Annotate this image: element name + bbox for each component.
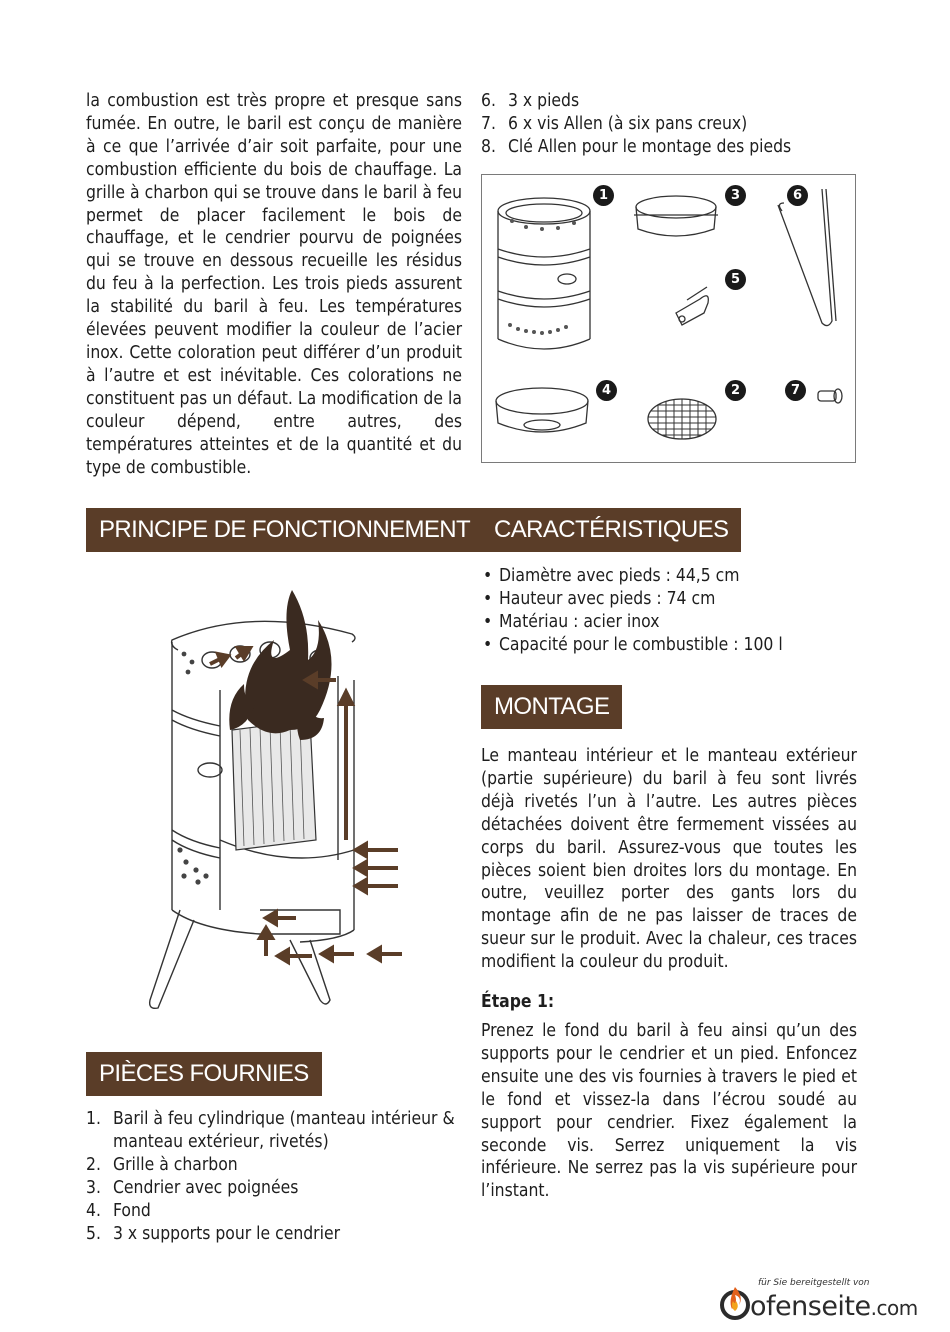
part-badge: 2 <box>725 380 746 401</box>
ash-pan-drawing <box>634 196 718 236</box>
principle-heading: PRINCIPE DE FONCTIONNEMENT <box>86 508 483 552</box>
screw-drawing <box>818 389 842 403</box>
list-item: 3. Cendrier avec poignées <box>86 1177 299 1198</box>
part-badge: 3 <box>725 185 746 206</box>
characteristics-list <box>481 565 857 657</box>
list-item: 8. Clé Allen pour le montage des pieds <box>481 136 792 157</box>
working-principle-diagram <box>140 580 410 1020</box>
parts-heading: PIÈCES FOURNIES <box>86 1052 322 1096</box>
bracket-drawing <box>676 287 708 325</box>
characteristics-heading: CARACTÉRISTIQUES <box>481 508 741 552</box>
parts-illustration <box>481 174 856 463</box>
intro-paragraph: la combustion est très propre et presque sans fumée. En outre, le baril est conçu de manière à ce que l’arrivée d’air soit parfaite, pour une combustion efficiente du bois de chauffage. La grille à charbon qui se trouve dans le baril à feu permet de placer facilement le bois de chauffage, et le cendrier pourvu de poignées qui se trouve en dessous recueille les résidus du feu à la perfection. Les trois pieds assurent la stabilité du baril à feu. Les températures élevées peuvent modifier la couleur de l’acier inox. Cette coloration peut différer d’un produit à l’autre et est inévitable. Ces colorations ne constituent pas un défaut. La modification de la couleur dépend, entre autres, des températures atteintes et de la quantité et du type de combustible. <box>86 91 462 478</box>
barrel-drawing <box>498 198 590 349</box>
list-item: • Diamètre avec pieds : 44,5 cm <box>481 565 857 588</box>
parts-drawing <box>482 175 855 462</box>
part-badge: 4 <box>596 380 617 401</box>
part-badge: 1 <box>593 185 614 206</box>
step-title: Étape 1: <box>481 992 555 1012</box>
leg-drawing <box>778 189 836 326</box>
base-drawing <box>496 388 588 432</box>
list-item: 6. 3 x pieds <box>481 91 580 111</box>
part-badge: 5 <box>725 269 746 290</box>
list-item: 7. 6 x vis Allen (à six pans creux) <box>481 113 748 134</box>
grill-drawing <box>648 395 716 443</box>
list-item: 4. Fond <box>86 1200 151 1221</box>
assembly-paragraph: Le manteau intérieur et le manteau extérieur (partie supérieure) du baril à feu sont livrés déjà rivetés l’un à l’autre. Les autres pièces détachées doivent être fermement vissées au corps du baril. Assurez-vous que toutes les pièces soient bien droites lors du montage. En outre, veuillez porter des gants lors du montage afin de ne pas laisser de traces de sueur sur le produit. Avec la chaleur, ces traces modifient la couleur du produit. <box>481 746 857 973</box>
step-paragraph: Prenez le fond du baril à feu ainsi qu’un des supports pour le cendrier et un pied. Enfoncez ensuite une des vis fournies à travers le pied et le fond et vissez-la dans l’écrou soudé au support pour cendrier. Fixez également la seconde vis. Serrez uniquement la vis inférieure. Ne serrez pas la vis supérieure pour l’instant. <box>481 1021 857 1202</box>
list-item: 1. Baril à feu cylindrique (manteau intérieur & manteau extérieur, rivetés) <box>86 1109 455 1152</box>
assembly-heading: MONTAGE <box>481 685 622 729</box>
list-item: • Hauteur avec pieds : 74 cm <box>481 588 857 611</box>
logo-tagline: für Sie bereitgestellt von <box>758 1278 870 1288</box>
list-item: 2. Grille à charbon <box>86 1154 238 1175</box>
parts-list <box>86 1108 462 1245</box>
list-item: • Capacité pour le combustible : 100 l <box>481 634 857 657</box>
logo-name: ofenseite.com <box>750 1291 918 1322</box>
list-item: • Matériau : acier inox <box>481 611 857 634</box>
list-item: 5. 3 x supports pour le cendrier <box>86 1223 341 1244</box>
parts-list-continued <box>481 90 857 159</box>
flame-logo-icon <box>720 1283 750 1321</box>
part-badge: 7 <box>785 380 806 401</box>
ofenseite-logo[interactable] <box>720 1277 945 1322</box>
part-badge: 6 <box>787 185 808 206</box>
